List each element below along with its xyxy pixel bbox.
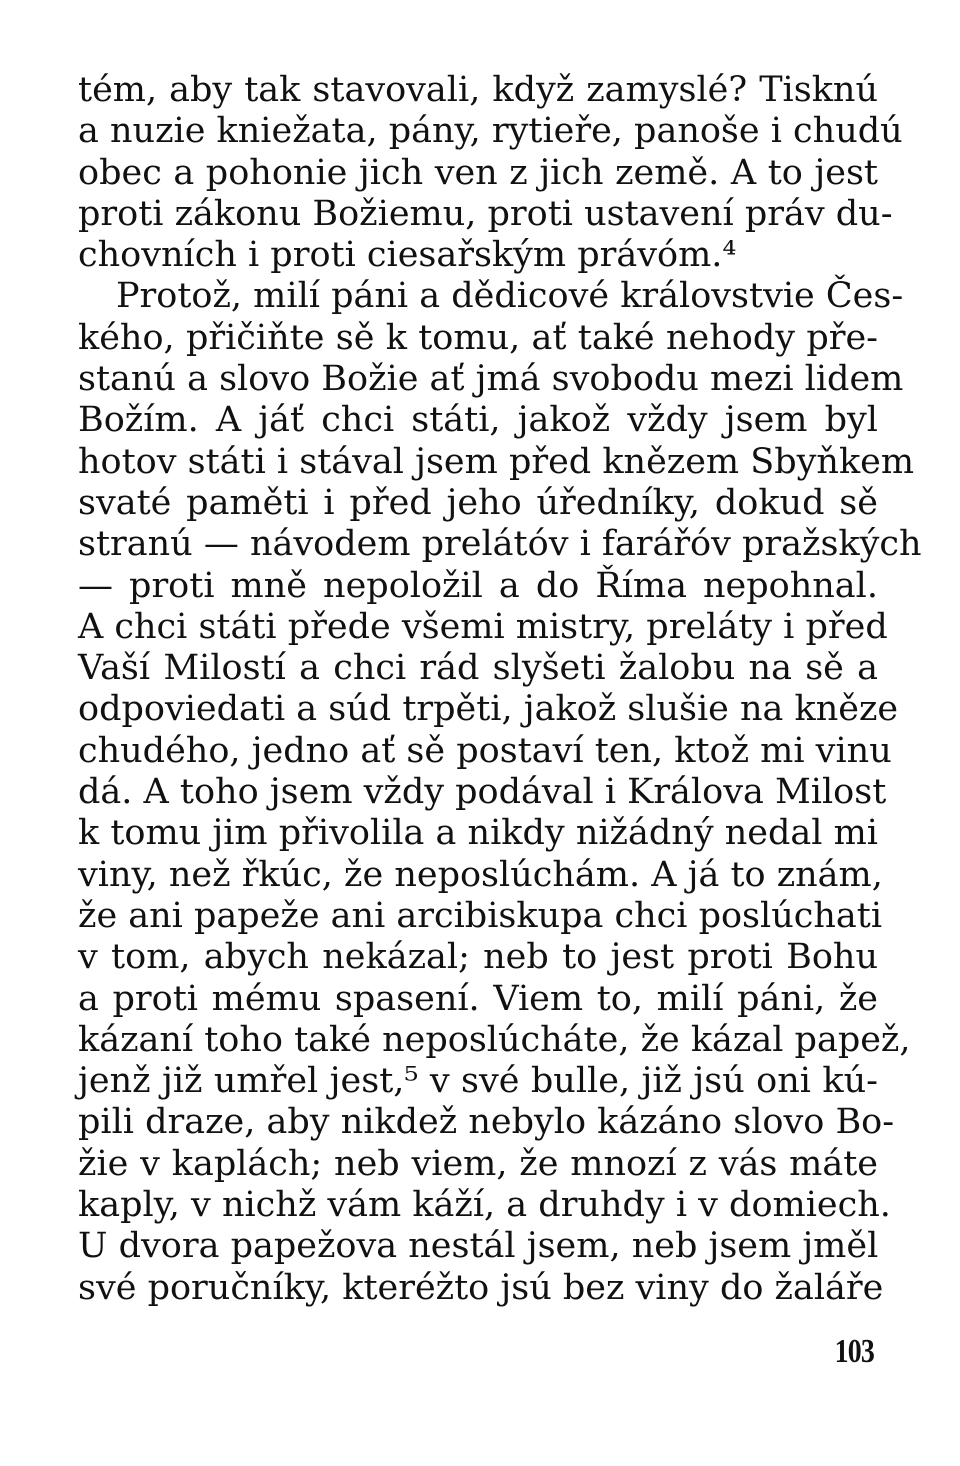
text-line: své poručníky, kteréžto jsú bez viny do žaláře: [78, 1267, 884, 1308]
text-line: proti zákonu Božiemu, proti ustavení práv du-: [78, 193, 893, 234]
text-line: stranú — návodem prelátóv i farářóv pražských: [78, 524, 922, 565]
text-line: — proti mně nepoložil a do Říma nepohnal.: [78, 565, 878, 606]
body-text: [78, 70, 922, 1309]
text-line: U dvora papežova nestál jsem, neb jsem jměl: [78, 1226, 879, 1267]
text-line: jenž již umřel jest,⁵ v své bulle, již jsú oni kú-: [78, 1061, 878, 1102]
text-line: Vaší Milostí a chci rád slyšeti žalobu na sě a: [78, 648, 878, 689]
text-line: žie v kaplách; neb viem, že mnozí z vás máte: [78, 1143, 878, 1184]
text-line: tém, aby tak stavovali, když zamyslé? Tisknú: [78, 70, 878, 110]
text-line: obec a pohonie jich ven z jich země. A to jest: [78, 152, 878, 193]
text-line: svaté paměti i před jeho úředníky, dokud sě: [78, 482, 878, 523]
text-line: a nuzie kniežata, pány, rytieře, panoše i chudú: [78, 111, 903, 152]
text-line: chovních i proti ciesařským právóm.⁴: [78, 235, 737, 276]
text-line: kaply, v nichž vám káží, a druhdy i v domiech.: [78, 1185, 891, 1226]
text-line: pili draze, aby nikdež nebylo kázáno slovo Bo-: [78, 1102, 895, 1143]
text-line: stanú a slovo Božie ať jmá svobodu mezi lidem: [78, 359, 904, 400]
text-line: A chci státi přede všemi mistry, preláty i před: [78, 606, 888, 647]
text-line: kázaní toho také neposlúcháte, že kázal papež,: [78, 1019, 911, 1060]
text-line: k tomu jim přivolila a nikdy nižádný nedal mi: [78, 813, 878, 854]
text-line: v tom, abych nekázal; neb to jest proti Bohu: [78, 937, 878, 978]
text-line: a proti mému spasení. Viem to, milí páni, že: [78, 978, 878, 1019]
text-line: že ani papeže ani arcibiskupa chci poslúchati: [78, 895, 883, 936]
text-line: dá. A toho jsem vždy podával i Králova Milost: [78, 772, 887, 813]
text-line: viny, než řkúc, že neposlúchám. A já to znám,: [78, 854, 883, 895]
page-number: 103: [834, 1333, 874, 1370]
text-line: hotov státi i stával jsem před knězem Sbyňkem: [78, 441, 915, 482]
text-line: Protož, milí páni a dědicové královstvie Čes-: [116, 276, 904, 317]
text-line: Božím. A jáť chci státi, jakož vždy jsem byl: [78, 400, 878, 441]
text-line: chudého, jedno ať sě postaví ten, ktož mi vinu: [78, 730, 892, 771]
text-line: kého, přičiňte sě k tomu, ať také nehody pře-: [78, 317, 878, 358]
text-line: odpoviedati a súd trpěti, jakož slušie na kněze: [78, 689, 899, 730]
